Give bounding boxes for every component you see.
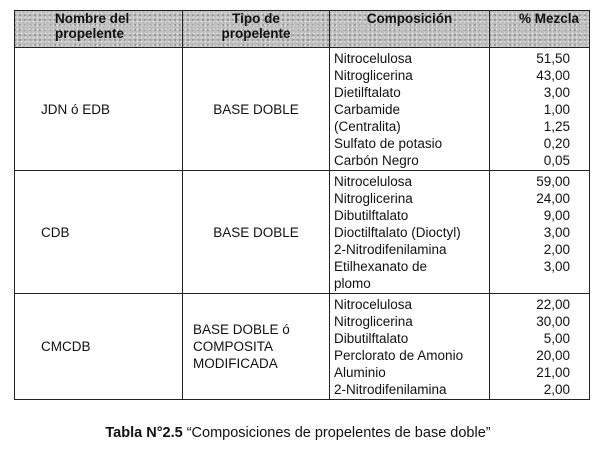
- percent-line: 2,00: [543, 382, 570, 397]
- percent-line: 51,50: [536, 51, 570, 66]
- table-body: [15, 48, 590, 400]
- propellant-type-line: BASE DOBLE: [213, 101, 299, 117]
- caption-label: Tabla N°2.5: [105, 425, 183, 441]
- header-type: Tipo de propelente: [183, 11, 330, 48]
- component-line: Dioctilftalato (Dioctyl): [334, 225, 461, 240]
- percent-line: 20,00: [536, 348, 570, 363]
- composition-table-container: [14, 10, 589, 400]
- propellant-name-cell: CDB: [15, 171, 183, 294]
- percent-line: 3,00: [543, 225, 570, 240]
- percent-line: 1,25: [543, 119, 570, 134]
- percent-line: 5,00: [543, 331, 570, 346]
- component-line: Nitrocelulosa: [334, 297, 413, 312]
- percent-line: 2,00: [543, 242, 570, 257]
- composition-cell: [330, 48, 490, 171]
- table-row: [15, 171, 590, 294]
- percent-line: 30,00: [536, 314, 570, 329]
- component-line: 2-Nitrodifenilamina: [334, 382, 447, 397]
- table-header-row: [15, 11, 590, 48]
- composition-cell: [330, 171, 490, 294]
- percent-line: 9,00: [543, 208, 570, 223]
- component-line: Perclorato de Amonio: [334, 348, 464, 363]
- propellant-type-cell: [183, 171, 330, 294]
- percent-line: 3,00: [543, 259, 570, 274]
- percent-cell: [490, 48, 590, 171]
- composition-table: [14, 10, 590, 400]
- propellant-type-line: BASE DOBLE ó: [193, 322, 290, 337]
- component-line: Nitroglicerina: [334, 314, 413, 329]
- percent-line: 43,00: [536, 68, 570, 83]
- percent-cell: [490, 294, 590, 400]
- composition-cell: [330, 294, 490, 400]
- percent-line: 59,00: [536, 174, 570, 189]
- component-line: Nitrocelulosa: [334, 174, 413, 189]
- component-line: Dibutilftalato: [334, 331, 409, 346]
- percent-line: 21,00: [536, 365, 570, 380]
- component-line: Aluminio: [334, 365, 386, 380]
- component-line: Nitroglicerina: [334, 68, 413, 83]
- component-line: Dietilftalato: [334, 85, 401, 100]
- percent-line: 1,00: [543, 102, 570, 117]
- header-name: Nombre del propelente: [15, 11, 183, 48]
- table-row: [15, 294, 590, 400]
- header-composition: Composición: [330, 11, 490, 48]
- percent-line: [491, 275, 588, 292]
- component-line: Carbón Negro: [334, 153, 419, 168]
- component-line: Nitroglicerina: [334, 191, 413, 206]
- propellant-name-cell: CMCDB: [15, 294, 183, 400]
- header-percent: % Mezcla: [490, 11, 590, 48]
- percent-line: 22,00: [536, 297, 570, 312]
- propellant-type-cell: [183, 294, 330, 400]
- caption-text: “Composiciones de propelentes de base doble”: [186, 425, 491, 441]
- component-line: Carbamide: [334, 102, 401, 117]
- propellant-type-cell: [183, 48, 330, 171]
- table-row: [15, 48, 590, 171]
- percent-line: 0,20: [543, 136, 570, 151]
- component-line: Nitrocelulosa: [334, 51, 413, 66]
- propellant-name-cell: JDN ó EDB: [15, 48, 183, 171]
- percent-cell: [490, 171, 590, 294]
- percent-line: 3,00: [543, 85, 570, 100]
- component-line: Dibutilftalato: [334, 208, 409, 223]
- component-line: plomo: [334, 276, 371, 291]
- propellant-type-line: MODIFICADA: [193, 356, 278, 371]
- propellant-type-line: BASE DOBLE: [213, 224, 299, 240]
- component-line: (Centralita): [334, 119, 401, 134]
- component-line: Etilhexanato de: [334, 259, 428, 274]
- percent-line: 24,00: [536, 191, 570, 206]
- table-caption: [0, 425, 596, 441]
- propellant-type-line: COMPOSITA: [193, 339, 274, 354]
- percent-line: 0,05: [543, 153, 570, 168]
- component-line: 2-Nitrodifenilamina: [334, 242, 447, 257]
- component-line: Sulfato de potasio: [334, 136, 443, 151]
